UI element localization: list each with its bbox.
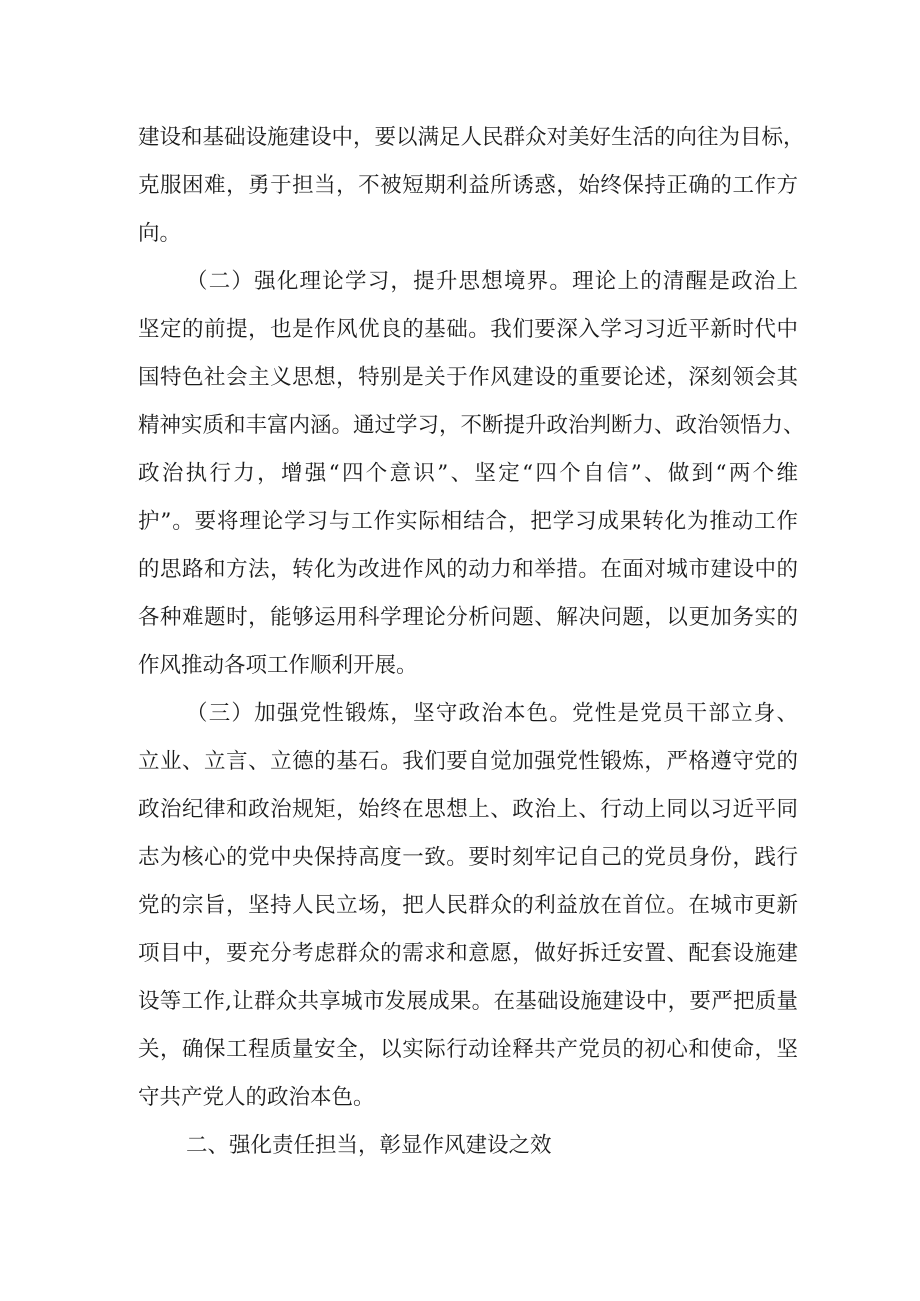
paragraph-1-line-2: 克服困难，勇于担当，不被短期利益所诱惑，始终保持正确的工作方 [138,173,798,198]
paragraph-2-line-6: 护”。要将理论学习与工作实际相结合，把学习成果转化为推动工作 [138,509,798,534]
paragraph-3-line-8: 关，确保工程质量安全，以实际行动诠释共产党员的初心和使命，坚 [138,1037,798,1062]
paragraph-3-line-3: 政治纪律和政治规矩，始终在思想上、政治上、行动上同以习近平同 [138,797,798,822]
paragraph-1-line-3: 向。 [138,221,182,246]
paragraph-2-line-1: （二）强化理论学习，提升思想境界。理论上的清醒是政治上 [186,269,798,294]
paragraph-3-line-2: 立业、立言、立德的基石。我们要自觉加强党性锻炼，严格遵守党的 [138,749,798,774]
paragraph-3-line-6: 项目中，要充分考虑群众的需求和意愿，做好拆迁安置、配套设施建 [138,941,798,966]
paragraph-3-line-7: 设等工作,让群众共享城市发展成果。在基础设施建设中，要严把质量 [138,989,798,1014]
paragraph-2-line-8: 各种难题时，能够运用科学理论分析问题、解决问题，以更加务实的 [138,605,798,630]
paragraph-3-line-5: 党的宗旨，坚持人民立场，把人民群众的利益放在首位。在城市更新 [138,893,798,918]
paragraph-3-line-9: 守共产党人的政治本色。 [138,1085,375,1110]
paragraph-3-line-4: 志为核心的党中央保持高度一致。要时刻牢记自己的党员身份，践行 [138,845,798,870]
paragraph-2-line-9: 作风推动各项工作顺利开展。 [138,653,418,678]
section-heading: 二、强化责任担当，彰显作风建设之效 [186,1133,552,1158]
paragraph-1-line-1: 建设和基础设施建设中，要以满足人民群众对美好生活的向往为目标， [138,125,805,150]
paragraph-2-line-5: 政治执行力，增强“四个意识”、坚定“四个自信”、做到“两个维 [138,461,798,486]
paragraph-3-line-1: （三）加强党性锻炼，坚守政治本色。党性是党员干部立身、 [186,701,798,726]
paragraph-2-line-3: 国特色社会主义思想，特别是关于作风建设的重要论述，深刻领会其 [138,365,798,390]
paragraph-2-line-2: 坚定的前提，也是作风优良的基础。我们要深入学习习近平新时代中 [138,317,798,342]
paragraph-2-line-7: 的思路和方法，转化为改进作风的动力和举措。在面对城市建设中的 [138,557,798,582]
paragraph-2-line-4: 精神实质和丰富内涵。通过学习，不断提升政治判断力、政治领悟力、 [138,413,805,438]
